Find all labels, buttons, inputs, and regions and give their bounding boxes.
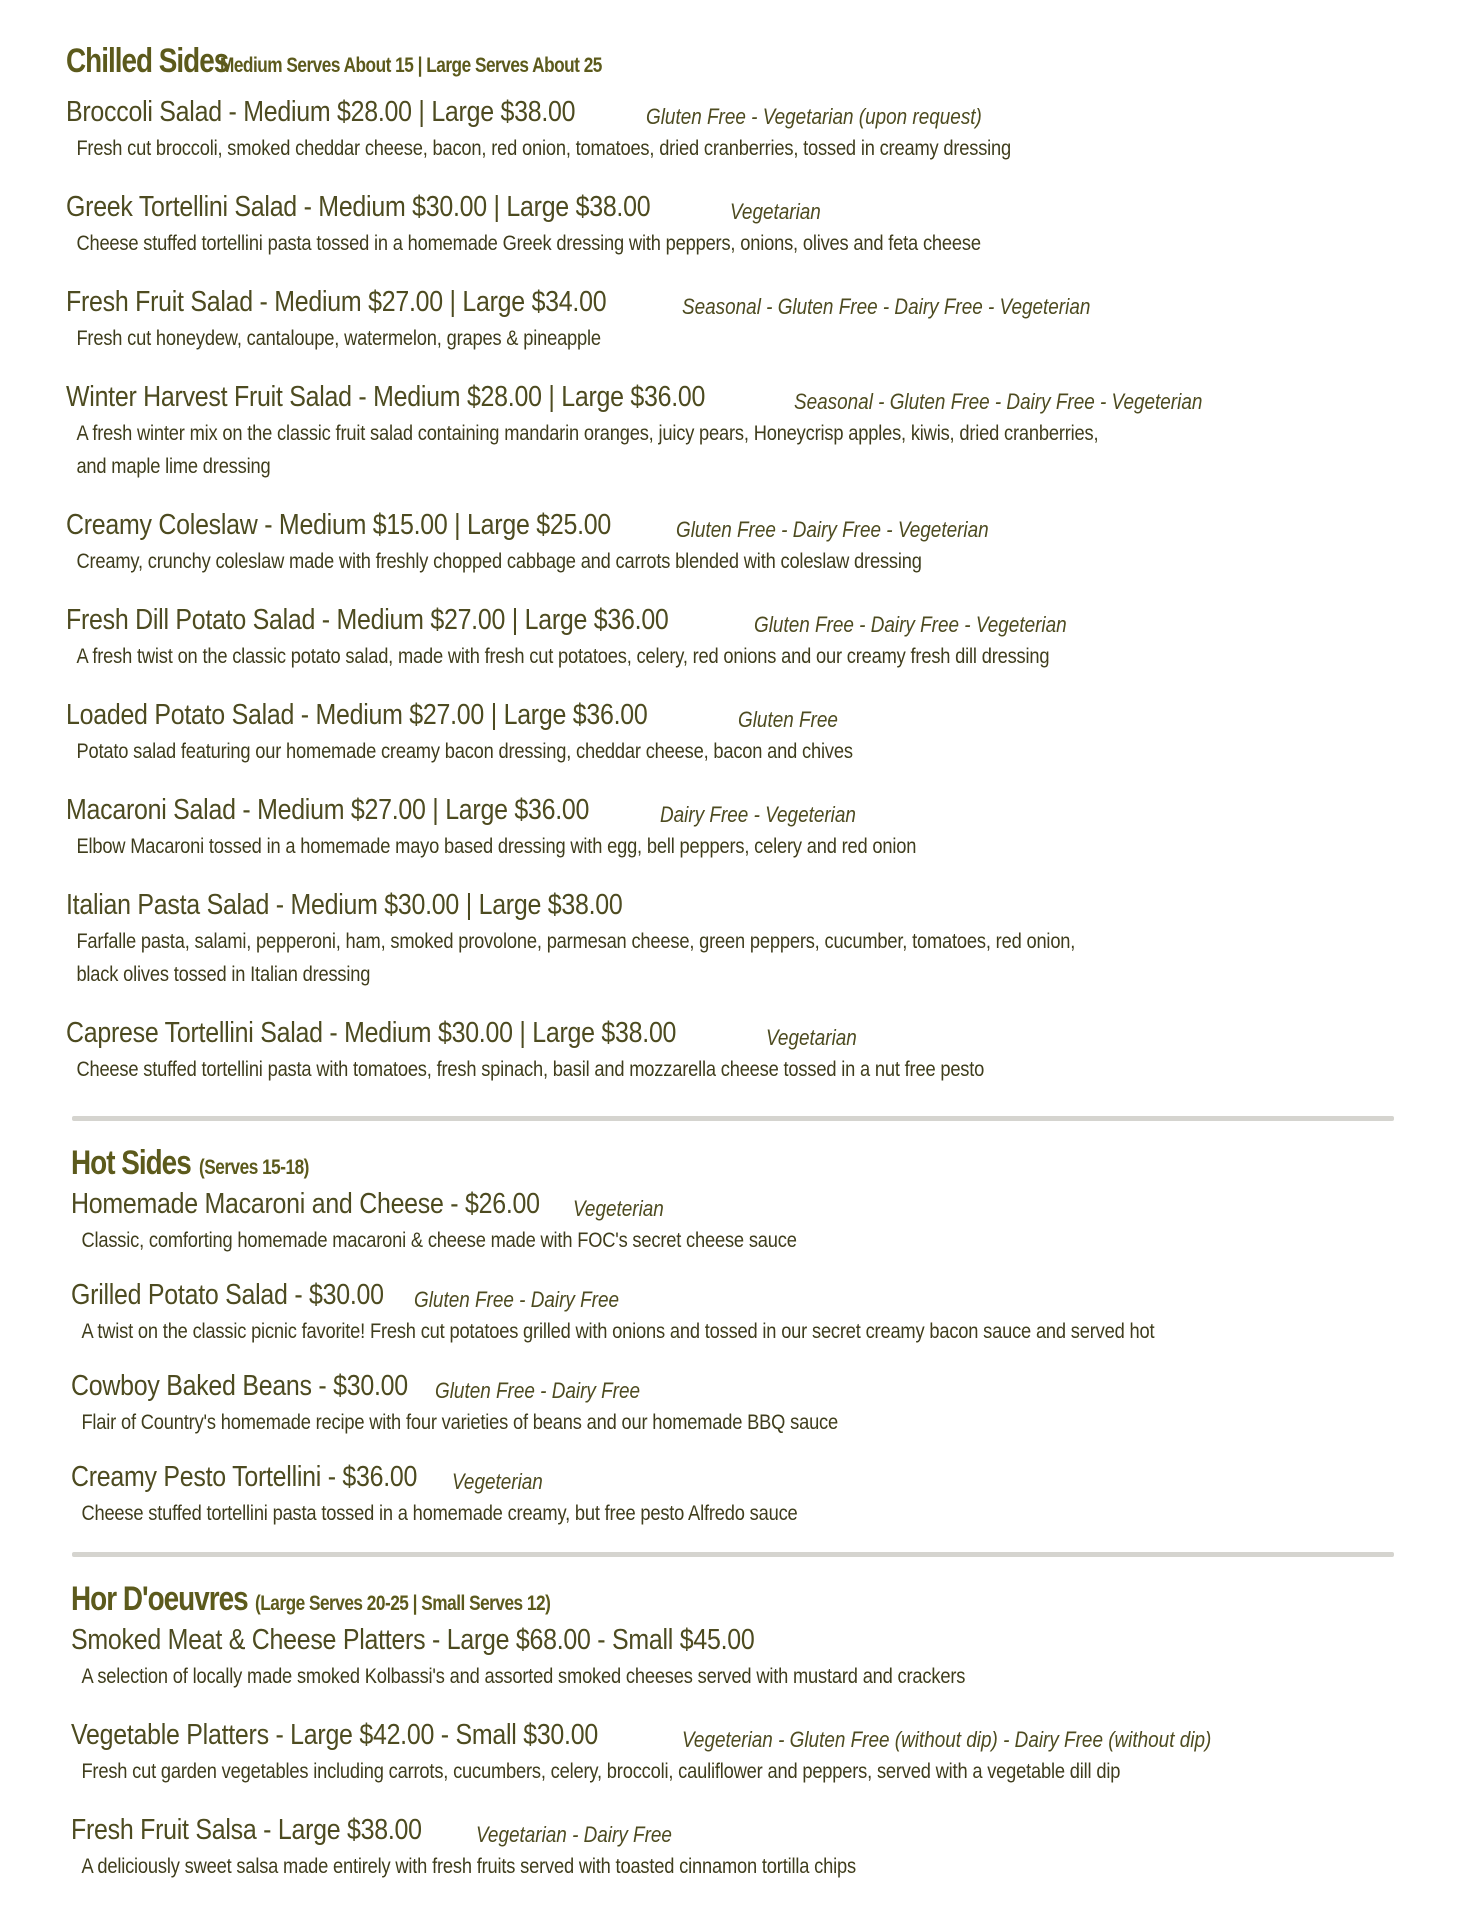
- menu-item: [71, 1461, 1463, 1530]
- menu-item: [66, 286, 1458, 355]
- item-tags: Vegeterian: [452, 1469, 543, 1494]
- item-description: A fresh twist on the classic potato salad, made with fresh cut potatoes, celery, red onions and our creamy fresh dill dressing: [76, 645, 1050, 668]
- menu-item: [66, 889, 1278, 991]
- item-name: Broccoli Salad - Medium $28.00 | Large $38.00: [66, 96, 576, 128]
- section-title: Chilled Sides: [66, 42, 229, 80]
- item-description: Fresh cut honeydew, cantaloupe, watermelon, grapes & pineapple: [76, 327, 601, 350]
- menu-item: [66, 96, 1458, 165]
- item-tags: Gluten Free - Dairy Free: [435, 1378, 641, 1403]
- item-description: A selection of locally made smoked Kolbassi's and assorted smoked cheeses served with mustard and crackers: [81, 1665, 966, 1688]
- item-name: Creamy Coleslaw - Medium $15.00 | Large $25.00: [66, 509, 611, 541]
- section-subtitle: Medium Serves About 15 | Large Serves About 25: [220, 54, 603, 77]
- item-name: Smoked Meat & Cheese Platters - Large $68.00 - Small $45.00: [71, 1624, 755, 1656]
- item-name: Loaded Potato Salad - Medium $27.00 | Large $36.00: [66, 699, 648, 731]
- item-name: Fresh Dill Potato Salad - Medium $27.00 | Large $36.00: [66, 604, 669, 636]
- menu-item: [71, 1188, 1463, 1257]
- hot-sides-header: [71, 1144, 334, 1183]
- item-description: Cheese stuffed tortellini pasta tossed in a homemade creamy, but free pesto Alfredo sauce: [81, 1502, 798, 1525]
- item-description: A fresh winter mix on the classic fruit salad containing mandarin oranges, juicy pears, Honeycrisp apples, kiwis, dried cranberries, and maple lime dressing: [76, 422, 1099, 478]
- item-description: A twist on the classic picnic favorite! Fresh cut potatoes grilled with onions and tossed in our secret creamy bacon sauce and served hot: [81, 1320, 1155, 1343]
- section-divider: [72, 1116, 1394, 1121]
- menu-item: [71, 1719, 1463, 1788]
- item-tags: Vegetarian: [730, 199, 821, 224]
- item-tags: Gluten Free - Dairy Free: [414, 1287, 620, 1312]
- menu-item: [71, 1370, 1463, 1439]
- item-tags: Vegetarian: [766, 1025, 857, 1050]
- item-name: Cowboy Baked Beans - $30.00: [71, 1370, 408, 1402]
- item-description: Cheese stuffed tortellini pasta tossed in a homemade Greek dressing with peppers, onions, olives and feta cheese: [76, 232, 981, 255]
- item-name: Grilled Potato Salad - $30.00: [71, 1279, 384, 1311]
- item-tags: Gluten Free - Dairy Free - Vegeterian: [754, 612, 1067, 637]
- item-name: Fresh Fruit Salad - Medium $27.00 | Large $34.00: [66, 286, 607, 318]
- item-name: Macaroni Salad - Medium $27.00 | Large $36.00: [66, 794, 590, 826]
- item-tags: Vegetarian - Dairy Free: [476, 1822, 672, 1847]
- item-name: Vegetable Platters - Large $42.00 - Small $30.00: [71, 1719, 598, 1751]
- section-subtitle: (Serves 15-18): [199, 1156, 310, 1179]
- item-description: Potato salad featuring our homemade creamy bacon dressing, cheddar cheese, bacon and chives: [76, 740, 853, 763]
- item-tags: Seasonal - Gluten Free - Dairy Free - Vegeterian: [682, 294, 1091, 319]
- hors-doeuvres-header: [71, 1580, 615, 1619]
- menu-item: [66, 604, 1458, 673]
- menu-item: [66, 1017, 1458, 1086]
- menu-item: [66, 509, 1458, 578]
- item-description: Classic, comforting homemade macaroni & cheese made with FOC's secret cheese sauce: [81, 1229, 797, 1252]
- item-description: Fresh cut broccoli, smoked cheddar cheese, bacon, red onion, tomatoes, dried cranberries, tossed in creamy dressing: [76, 137, 1012, 160]
- item-tags: Gluten Free - Vegetarian (upon request): [646, 104, 982, 129]
- item-tags: Dairy Free - Vegeterian: [660, 802, 856, 827]
- item-name: Caprese Tortellini Salad - Medium $30.00 | Large $38.00: [66, 1017, 677, 1049]
- menu-item: [66, 191, 1458, 260]
- item-tags: Seasonal - Gluten Free - Dairy Free - Vegeterian: [794, 389, 1203, 414]
- menu-item: [66, 381, 1288, 483]
- item-name: Winter Harvest Fruit Salad - Medium $28.00 | Large $36.00: [66, 381, 706, 413]
- section-subtitle: (Large Serves 20-25 | Small Serves 12): [254, 1592, 551, 1615]
- section-title: Hor D'oeuvres: [71, 1580, 248, 1618]
- item-description: Fresh cut garden vegetables including carrots, cucumbers, celery, broccoli, cauliflower and peppers, served with a vegetable dill dip: [81, 1760, 1121, 1783]
- item-name: Greek Tortellini Salad - Medium $30.00 | Large $38.00: [66, 191, 651, 223]
- item-tags: Gluten Free: [738, 707, 838, 732]
- item-name: Fresh Fruit Salsa - Large $38.00: [71, 1814, 422, 1846]
- menu-item: [66, 699, 1458, 768]
- item-description: Creamy, crunchy coleslaw made with freshly chopped cabbage and carrots blended with coleslaw dressing: [76, 550, 922, 573]
- item-description: Flair of Country's homemade recipe with four varieties of beans and our homemade BBQ sauce: [81, 1411, 839, 1434]
- item-tags: Vegeterian: [573, 1196, 664, 1221]
- item-description: Elbow Macaroni tossed in a homemade mayo based dressing with egg, bell peppers, celery and red onion: [76, 835, 917, 858]
- menu-item: [71, 1279, 1463, 1348]
- menu-item: [66, 794, 1458, 863]
- chilled-sides-header: [66, 42, 686, 81]
- item-name: Homemade Macaroni and Cheese - $26.00: [71, 1188, 540, 1220]
- item-tags: Gluten Free - Dairy Free - Vegeterian: [676, 517, 989, 542]
- menu-item: [71, 1814, 1463, 1883]
- item-tags: Vegeterian - Gluten Free (without dip) - Dairy Free (without dip): [682, 1727, 1212, 1752]
- item-description: Cheese stuffed tortellini pasta with tomatoes, fresh spinach, basil and mozzarella cheese tossed in a nut free pesto: [76, 1058, 985, 1081]
- item-description: Farfalle pasta, salami, pepperoni, ham, smoked provolone, parmesan cheese, green peppers, cucumber, tomatoes, red onion, black olives tossed in Italian dressing: [76, 930, 1076, 986]
- item-name: Creamy Pesto Tortellini - $36.00: [71, 1461, 418, 1493]
- section-title: Hot Sides: [71, 1144, 191, 1182]
- menu-item: [71, 1624, 1463, 1693]
- item-name: Italian Pasta Salad - Medium $30.00 | Large $38.00: [66, 889, 623, 921]
- section-divider: [72, 1552, 1394, 1557]
- item-description: A deliciously sweet salsa made entirely with fresh fruits served with toasted cinnamon tortilla chips: [81, 1855, 856, 1878]
